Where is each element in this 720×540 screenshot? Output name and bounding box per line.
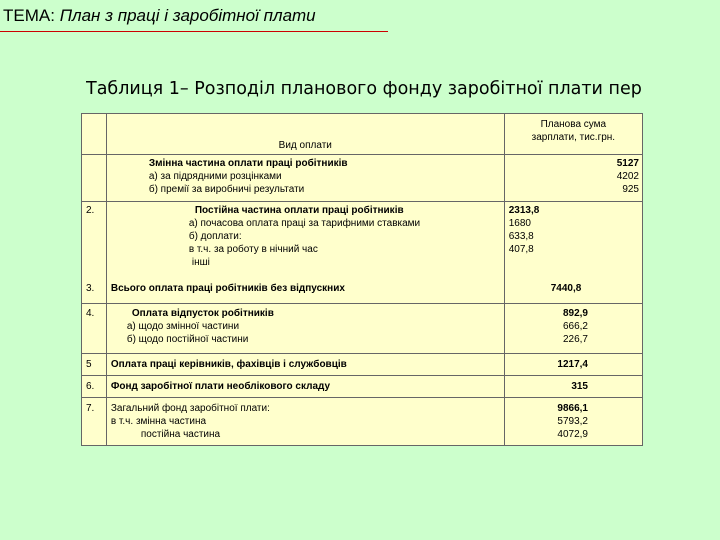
wage-fund-table [81,113,643,446]
row4-sub-a: а) щодо змінної частини [126,321,240,332]
row1-sub-b: б) премії за виробничі результати [148,184,305,195]
table-row [82,155,643,202]
row3-num: 3. [86,283,95,294]
row2-num: 2. [86,205,95,216]
row5-num: 5 [86,359,92,370]
sum-header-cell [504,114,642,155]
row4-num: 4. [86,308,95,319]
row1-val-a: 4202 [616,171,639,182]
row2-val-c: 407,8 [508,244,534,255]
row6-num: 6. [86,381,95,392]
row7-sub-b: постійна частина [140,429,221,440]
table-row [82,304,643,354]
table-row [82,202,643,304]
topic-value: План з праці і заробітної плати [59,6,316,25]
row4-val-b: 226,7 [562,334,588,345]
row2-val-a: 1680 [508,218,531,229]
topic-label: ТЕМА: [3,6,55,25]
row4-total: 892,9 [562,308,588,319]
row4-val-a: 666,2 [562,321,588,332]
topic-underline [0,31,388,32]
type-header: Вид оплати [278,140,332,151]
row5-value: 1217,4 [557,359,588,370]
num-header-cell [82,114,107,155]
row3-value: 7440,8 [550,283,582,294]
row6-label: Фонд заробітної плати необлікового складу [110,381,331,392]
table-row [82,376,643,398]
row4-title: Оплата відпусток робітників [131,308,274,319]
row2-total: 2313,8 [508,205,540,216]
table-row [82,354,643,376]
row6-value: 315 [571,381,588,392]
table-header-row [82,114,643,155]
type-header-cell [106,114,504,155]
row1-sub-a: а) за підрядними розцінками [148,171,282,182]
row7-sub-a: в т.ч. змінна частина [110,416,207,427]
row7-title: Загальний фонд заробітної плати: [110,403,270,414]
row2-sub-b: б) доплати: [188,231,242,242]
row2-val-b: 633,8 [508,231,534,242]
row7-num: 7. [86,403,95,414]
row7-total: 9866,1 [557,403,588,414]
row1-val-b: 925 [622,184,639,195]
table-row [82,398,643,446]
row5-label: Оплата праці керівників, фахівців і службовців [110,359,347,370]
row2-title: Постійна частина оплати праці робітників [194,205,404,216]
row4-sub-b: б) щодо постійної частини [126,334,249,345]
row7-val-a: 5793,2 [557,416,588,427]
row7-val-b: 4072,9 [557,429,588,440]
sum-header-line-2: зарплати, тис.грн. [531,132,616,143]
row1-total: 5127 [616,158,639,169]
row2-sub-d: інші [191,257,210,268]
topic-heading [3,6,316,26]
row3-label: Всього оплата праці робітників без відпускних [110,283,345,294]
table-caption: Таблиця 1– Розподіл планового фонду заробітної плати пер [86,79,642,99]
row2-sub-c: в т.ч. за роботу в нічний час [188,244,318,255]
row2-sub-a: а) почасова оплата праці за тарифними ставками [188,218,421,229]
row1-title: Змінна частина оплати праці робітників [148,158,348,169]
sum-header-line-1: Планова сума [540,119,607,130]
